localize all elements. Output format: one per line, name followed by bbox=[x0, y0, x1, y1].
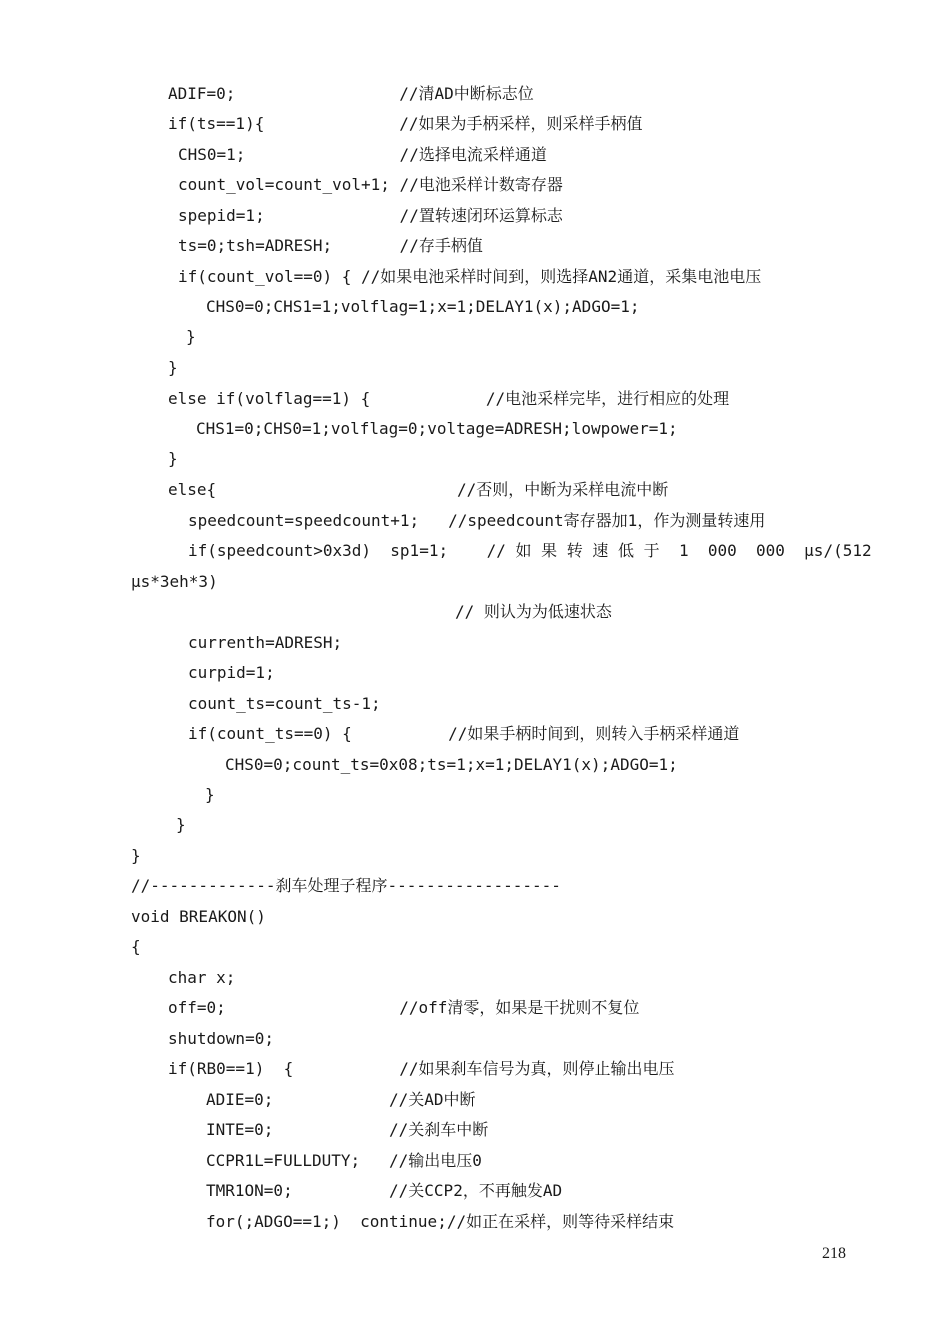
code-line: ADIE=0; //关AD中断 bbox=[206, 1090, 476, 1109]
code-line: } bbox=[186, 327, 196, 346]
code-line: } bbox=[205, 785, 215, 804]
code-line: CHS1=0;CHS0=1;volflag=0;voltage=ADRESH;lowpower=1; bbox=[196, 419, 678, 438]
code-line: ADIF=0; //清AD中断标志位 bbox=[168, 84, 534, 103]
code-line: else if(volflag==1) { //电池采样完毕，进行相应的处理 bbox=[168, 389, 730, 408]
code-line: } bbox=[131, 846, 141, 865]
code-line: μs*3eh*3) bbox=[131, 572, 218, 591]
code-line: //-------------刹车处理子程序------------------ bbox=[131, 876, 561, 895]
code-line: if(count_vol==0) { //如果电池采样时间到，则选择AN2通道，采集电池电压 bbox=[178, 267, 762, 286]
code-line: spepid=1; //置转速闭环运算标志 bbox=[178, 206, 563, 225]
code-line: currenth=ADRESH; bbox=[188, 633, 343, 652]
code-line: CCPR1L=FULLDUTY; //输出电压0 bbox=[206, 1151, 482, 1170]
code-line: if(ts==1){ //如果为手柄采样，则采样手柄值 bbox=[168, 114, 643, 133]
code-line: char x; bbox=[168, 968, 236, 987]
code-line: curpid=1; bbox=[188, 663, 275, 682]
code-line: CHS0=0;CHS1=1;volflag=1;x=1;DELAY1(x);ADGO=1; bbox=[206, 297, 640, 316]
code-line: if(count_ts==0) { //如果手柄时间到，则转入手柄采样通道 bbox=[188, 724, 740, 743]
code-line: for(;ADGO==1;) continue;//如正在采样，则等待采样结束 bbox=[206, 1212, 675, 1231]
code-line: CHS0=1; //选择电流采样通道 bbox=[178, 145, 547, 164]
code-line: off=0; //off清零，如果是干扰则不复位 bbox=[168, 998, 640, 1017]
code-line: } bbox=[168, 449, 178, 468]
code-line: TMR1ON=0; //关CCP2，不再触发AD bbox=[206, 1181, 563, 1200]
code-line: ts=0;tsh=ADRESH; //存手柄值 bbox=[178, 236, 483, 255]
code-line: if(RB0==1) { //如果刹车信号为真，则停止输出电压 bbox=[168, 1059, 675, 1078]
code-line: else{ //否则，中断为采样电流中断 bbox=[168, 480, 669, 499]
code-line: } bbox=[168, 358, 178, 377]
code-line: if(speedcount>0x3d) sp1=1; // 如 果 转 速 低 于 1 000 000 μs/(512 bbox=[188, 541, 872, 560]
page-number: 218 bbox=[822, 1245, 846, 1262]
code-line: INTE=0; //关刹车中断 bbox=[206, 1120, 489, 1139]
code-line: // 则认为为低速状态 bbox=[455, 602, 612, 621]
code-line: } bbox=[176, 815, 186, 834]
code-line: { bbox=[131, 937, 141, 956]
code-line: shutdown=0; bbox=[168, 1029, 274, 1048]
code-line: count_ts=count_ts-1; bbox=[188, 694, 381, 713]
code-line: count_vol=count_vol+1; //电池采样计数寄存器 bbox=[178, 175, 563, 194]
code-line: void BREAKON() bbox=[131, 907, 266, 926]
code-line: speedcount=speedcount+1; //speedcount寄存器加1，作为测量转速用 bbox=[188, 511, 766, 530]
code-line: CHS0=0;count_ts=0x08;ts=1;x=1;DELAY1(x);ADGO=1; bbox=[225, 755, 678, 774]
